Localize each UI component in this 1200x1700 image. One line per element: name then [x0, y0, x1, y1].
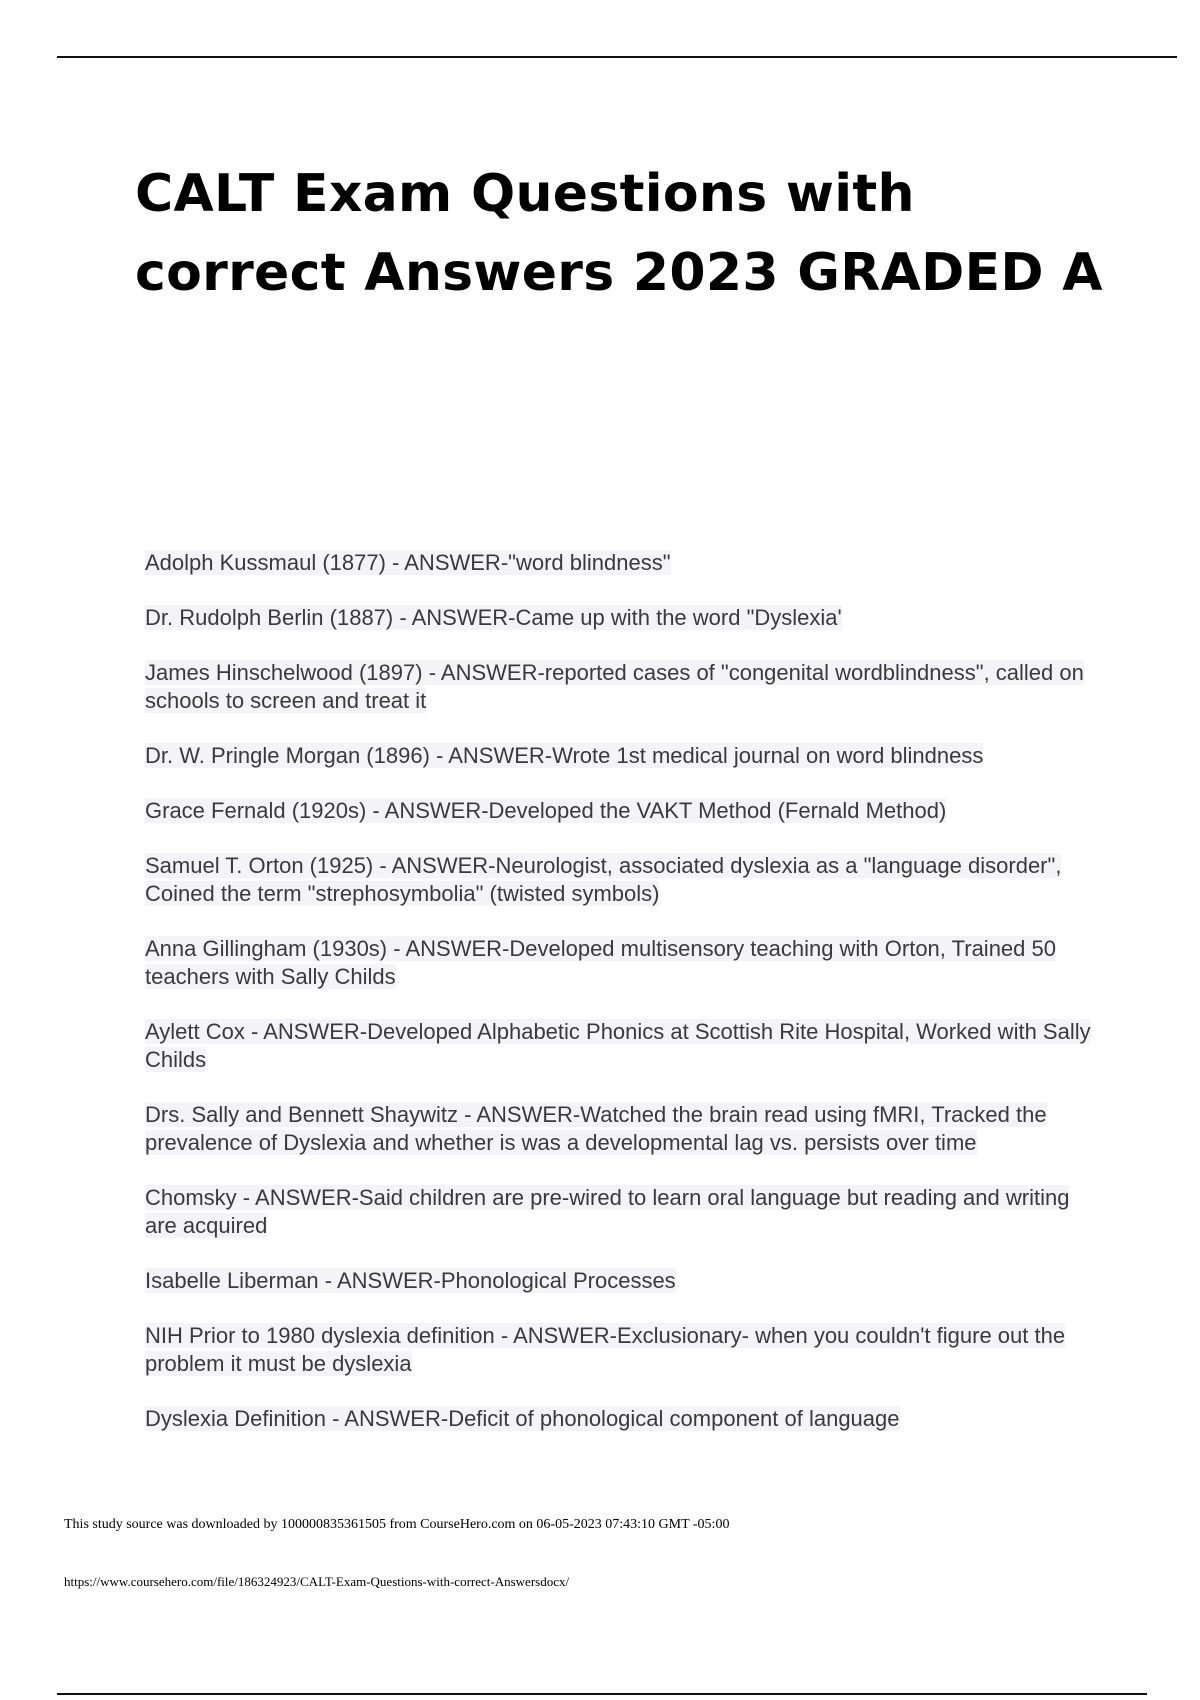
qa-item-text: Isabelle Liberman - ANSWER-Phonological Processes	[145, 1268, 676, 1293]
download-source-note: This study source was downloaded by 100000835361505 from CourseHero.com on 06-05-2023 07:43:10 GMT -05:00	[64, 1517, 730, 1532]
qa-item	[145, 1101, 1095, 1157]
qa-item	[145, 1184, 1095, 1240]
bottom-divider	[57, 1693, 1147, 1695]
qa-item-text: Drs. Sally and Bennett Shaywitz - ANSWER-Watched the brain read using fMRI, Tracked the prevalence of Dyslexia and whether is was a developmental lag vs. persists over time	[145, 1102, 1047, 1155]
qa-item-text: James Hinschelwood (1897) - ANSWER-reported cases of "congenital wordblindness", called on schools to screen and treat it	[145, 660, 1084, 713]
qa-item-text: Adolph Kussmaul (1877) - ANSWER-"word blindness"	[145, 550, 671, 575]
qa-item	[145, 604, 1095, 632]
qa-item-text: Chomsky - ANSWER-Said children are pre-wired to learn oral language but reading and writing are acquired	[145, 1185, 1070, 1238]
qa-item-text: Dr. Rudolph Berlin (1887) - ANSWER-Came up with the word "Dyslexia'	[145, 605, 842, 630]
qa-item-text: Aylett Cox - ANSWER-Developed Alphabetic Phonics at Scottish Rite Hospital, Worked with Sally Childs	[145, 1019, 1091, 1072]
top-divider	[57, 56, 1177, 58]
qa-item	[145, 797, 1095, 825]
qa-item-text: Dyslexia Definition - ANSWER-Deficit of phonological component of language	[145, 1406, 900, 1431]
qa-item	[145, 549, 1095, 577]
source-url: https://www.coursehero.com/file/186324923/CALT-Exam-Questions-with-correct-Answersdocx/	[64, 1574, 570, 1589]
qa-item	[145, 1267, 1095, 1295]
qa-item	[145, 1322, 1095, 1378]
qa-item-text: NIH Prior to 1980 dyslexia definition - ANSWER-Exclusionary- when you couldn't figure out the problem it must be dyslexia	[145, 1323, 1066, 1376]
qa-item-text: Samuel T. Orton (1925) - ANSWER-Neurologist, associated dyslexia as a "language disorder", Coined the term "strephosymbolia" (twisted symbols)	[145, 853, 1062, 906]
document-title: CALT Exam Questions with correct Answers 2023 GRADED A	[135, 164, 1103, 303]
qa-list	[145, 549, 1095, 1460]
qa-item-text: Dr. W. Pringle Morgan (1896) - ANSWER-Wrote 1st medical journal on word blindness	[145, 743, 984, 768]
qa-item	[145, 742, 1095, 770]
qa-item	[145, 852, 1095, 908]
qa-item	[145, 1018, 1095, 1074]
qa-item	[145, 1405, 1095, 1433]
qa-item-text: Anna Gillingham (1930s) - ANSWER-Developed multisensory teaching with Orton, Trained 50 teachers with Sally Childs	[145, 936, 1056, 989]
qa-item	[145, 659, 1095, 715]
qa-item-text: Grace Fernald (1920s) - ANSWER-Developed the VAKT Method (Fernald Method)	[145, 798, 947, 823]
qa-item	[145, 935, 1095, 991]
